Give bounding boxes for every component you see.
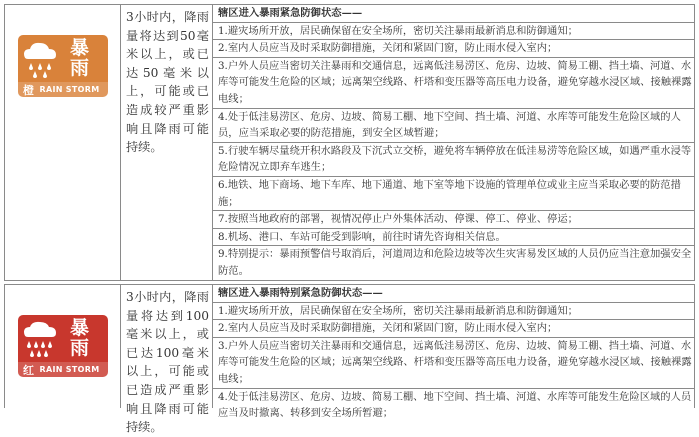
badge-char-bottom: 雨 [69, 57, 89, 79]
warning-table [4, 4, 695, 435]
orange-rainstorm-badge [18, 35, 108, 97]
badge-level-char: 红 [23, 363, 34, 377]
measure-item: 7.按照当地政府的部署，视情况停止户外集体活动、停课、停工、停业、停运； [213, 211, 694, 229]
cloud-heavy-rain-icon [22, 319, 60, 359]
measures-title-state: 暴雨特别紧急防御状态 [259, 287, 363, 299]
condition-cell: 3小时内，降雨量将达到100毫米以上，或已达100毫米以上，可能或已造成严重影响且降雨可能持续。 [121, 285, 213, 408]
measures-title-prefix: 辖区进入 [218, 7, 260, 19]
badge-label: RAIN STORM [39, 85, 100, 94]
measures-title [213, 285, 694, 303]
badge-char-top: 暴 [69, 317, 89, 339]
measure-item: 2.室内人员应当及时采取防御措施，关闭和紧固门窗，防止雨水侵入室内； [213, 320, 694, 338]
measure-item: 3.户外人员应当密切关注暴雨和交通信息，远离低洼易涝区、危房、边坡、简易工棚、挡土墙、河道、水库等可能发生危险的区域；远离架空线路、杆塔和变压器等高压电力设备，避免穿越水浸区域、接触裸露电线； [213, 338, 694, 389]
badge-char-bottom: 雨 [69, 337, 89, 359]
measure-item: 1.避灾场所开放，居民确保留在安全场所，密切关注暴雨最新消息和防御通知； [213, 303, 694, 321]
measure-item: 6.地铁、地下商场、地下车库、地下通道、地下室等地下设施的管理单位或业主应当采取必要的防范措施； [213, 177, 694, 211]
table-row-red [4, 284, 695, 435]
measure-item: 2.室内人员应当及时采取防御措施，关闭和紧固门窗，防止雨水侵入室内； [213, 40, 694, 58]
measures-title [213, 5, 694, 23]
condition-cell: 3小时内，降雨量将达到50毫米以上，或已达50毫米以上，可能或已造成较严重影响且降雨可能持续。 [121, 5, 213, 280]
measure-item: 5.行驶车辆尽量绕开积水路段及下沉式立交桥，避免将车辆停放在低洼易涝等危险区域，如遇严重水浸等危险情况立即弃车逃生； [213, 143, 694, 177]
measures-title-prefix: 辖区进入 [218, 287, 260, 299]
measure-item: 4.处于低洼易涝区、危房、边坡、简易工棚、地下空间、挡土墙、河道、水库等可能发生危险区域的人员，应当采取必要的防范措施，到安全区域暂避； [213, 109, 694, 143]
measures-title-suffix: —— [341, 7, 363, 19]
icon-cell [5, 285, 121, 408]
measure-item: 9.特别提示：暴雨预警信号取消后，河道周边和危险边坡等次生灾害易发区域的人员仍应当注意加强安全防范。 [218, 248, 692, 277]
measures-cell [213, 285, 694, 420]
icon-cell [5, 5, 121, 280]
measure-item: 4.处于低洼易涝区、危房、边坡、简易工棚、地下空间、挡土墙、河道、水库等可能发生危险区域的人员应当及时撤离、转移到安全场所暂避； [218, 390, 692, 420]
badge-level-char: 橙 [23, 83, 34, 97]
measure-item: 3.户外人员应当密切关注暴雨和交通信息，远离低洼易涝区、危房、边坡、简易工棚、挡土墙、河道、水库等可能发生危险的区域；远离架空线路、杆塔和变压器等高压电力设备，避免穿越水浸区域、接触裸露电线； [213, 58, 694, 109]
badge-char-top: 暴 [69, 37, 89, 59]
measures-title-suffix: —— [362, 287, 383, 299]
red-rainstorm-badge [18, 315, 108, 377]
measure-item: 8.机场、港口、车站可能受到影响，前往时请先咨询相关信息。 [213, 229, 694, 247]
badge-footer [18, 362, 108, 377]
badge-footer [18, 82, 108, 97]
cloud-rain-icon [22, 39, 60, 79]
measure-item: 1.避灾场所开放，居民确保留在安全场所，密切关注暴雨最新消息和防御通知； [213, 23, 694, 41]
measures-cell [213, 5, 694, 280]
measures-title-state: 暴雨紧急防御状态 [259, 7, 342, 19]
table-row-orange [4, 4, 695, 281]
badge-label: RAIN STORM [39, 365, 100, 374]
